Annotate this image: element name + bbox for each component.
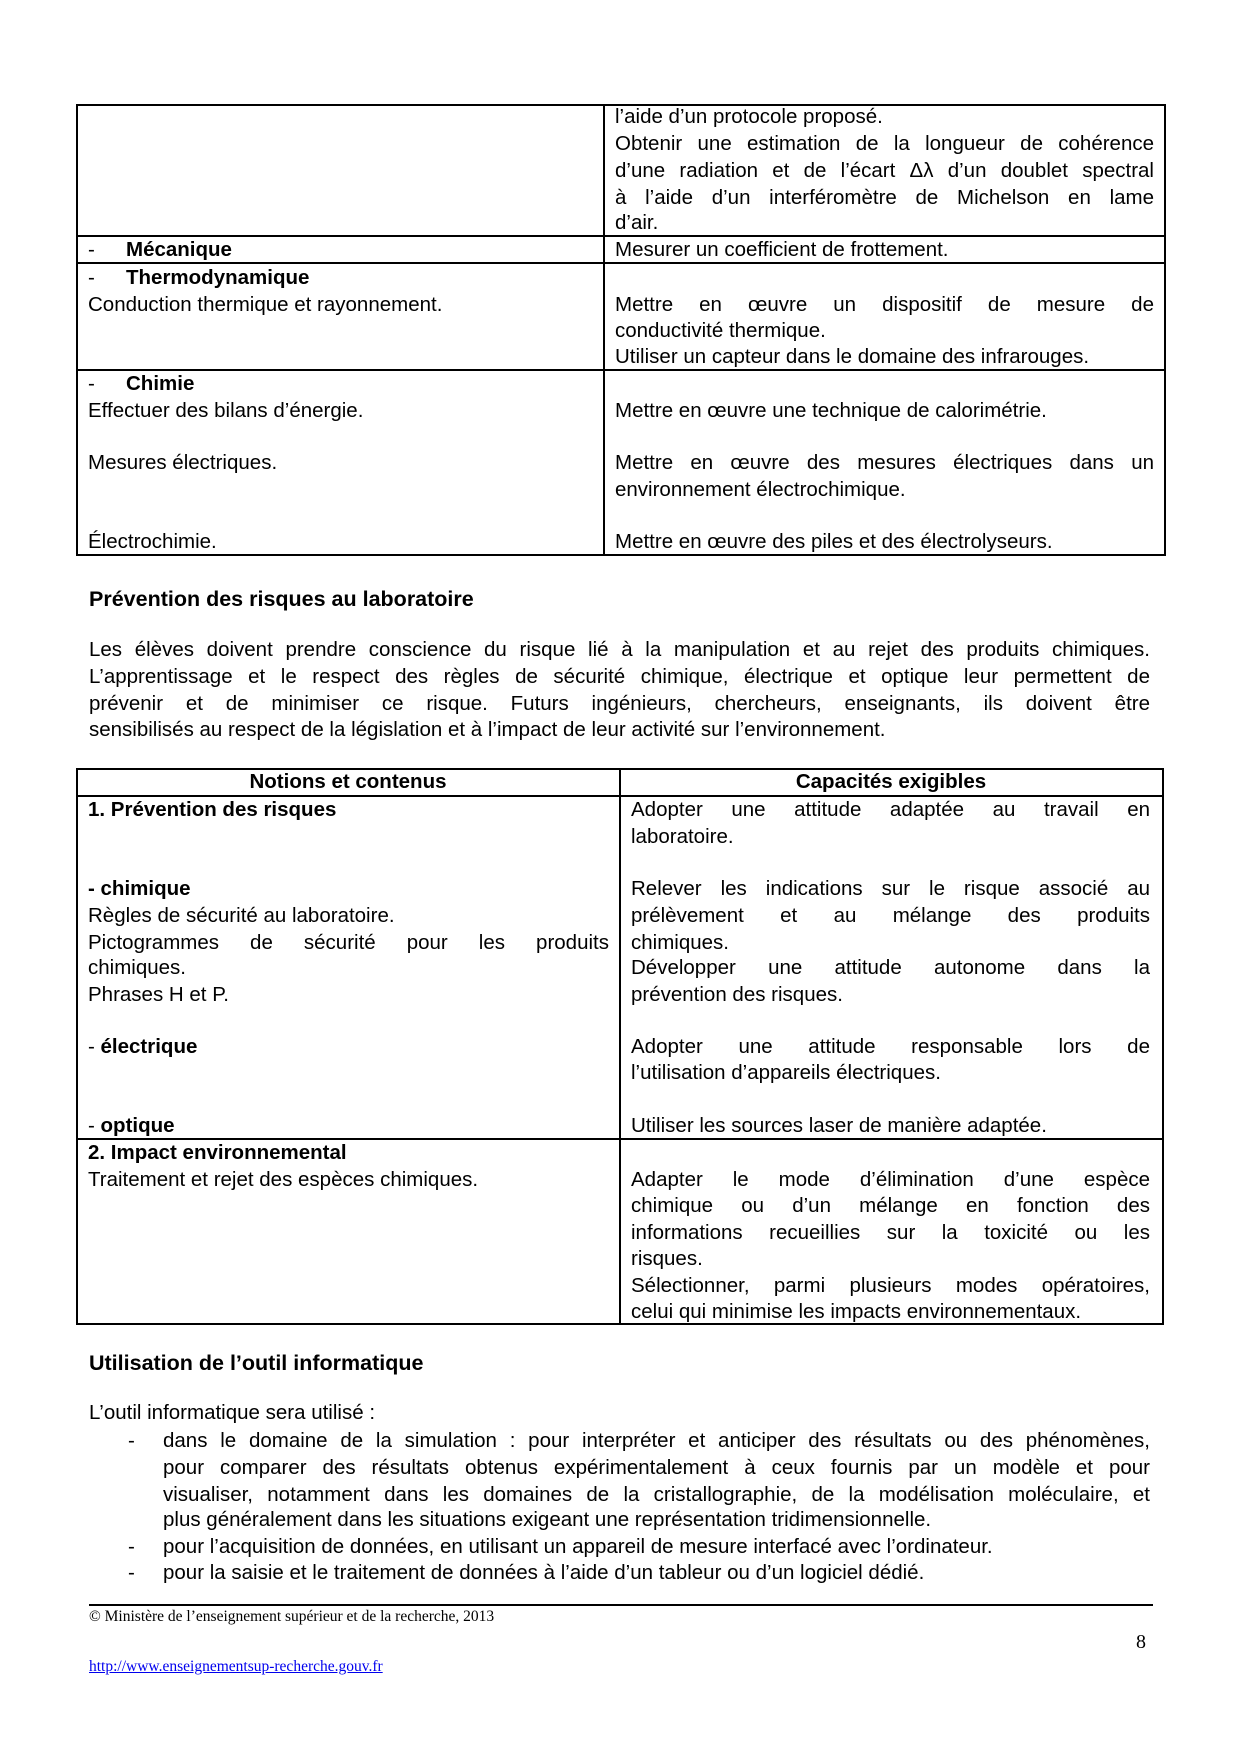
cell-text: prélèvement et au mélange des produits [631, 904, 1150, 927]
table-border [619, 768, 621, 1325]
cell-text: celui qui minimise les impacts environnementaux. [631, 1300, 1082, 1323]
bullet-dash: - [128, 1561, 135, 1584]
intro-text: L’outil informatique sera utilisé : [89, 1401, 376, 1424]
cell-text: risques. [631, 1247, 703, 1270]
page-number: 8 [1136, 1631, 1146, 1653]
cell-title: 2. Impact environnemental [88, 1141, 347, 1164]
cell-text: Utiliser un capteur dans le domaine des infrarouges. [615, 345, 1090, 368]
table-border [603, 104, 605, 556]
cell-text: Électrochimie. [88, 530, 217, 553]
cell-title: 1. Prévention des risques [88, 798, 337, 821]
footer-url-link[interactable]: http://www.enseignementsup-recherche.gouv.fr [89, 1658, 383, 1675]
topic-chimique: chimique [100, 877, 191, 900]
dash: - [88, 877, 101, 900]
cell-text: prévention des risques. [631, 983, 843, 1006]
cell-text: à l’aide d’un interféromètre de Michelson en lame [615, 186, 1154, 209]
topic-optique: optique [100, 1114, 175, 1137]
paragraph-line: sensibilisés au respect de la législation et à l’impact de leur activité sur l’environnement. [89, 718, 886, 741]
dash: - [88, 238, 95, 261]
cell-text: Obtenir une estimation de la longueur de cohérence [615, 132, 1154, 155]
cell-text: chimique ou d’un mélange en fonction des [631, 1194, 1150, 1217]
cell-text: chimiques. [631, 931, 729, 954]
cell-text: Pictogrammes de sécurité pour les produits [88, 931, 609, 954]
bullet-dash: - [128, 1535, 135, 1558]
cell-text: Développer une attitude autonome dans la [631, 956, 1150, 979]
cell-text: environnement électrochimique. [615, 478, 906, 501]
cell-text: conductivité thermique. [615, 319, 826, 342]
cell-text: chimiques. [88, 956, 186, 979]
bullet-dash: - [128, 1429, 135, 1452]
section-heading: Utilisation de l’outil informatique [89, 1351, 424, 1375]
dash: - [88, 266, 95, 289]
cell-text: Mesurer un coefficient de frottement. [615, 238, 949, 261]
column-header: Capacités exigibles [795, 770, 987, 793]
cell-text: Relever les indications sur le risque associé au [631, 877, 1150, 900]
paragraph-line: Les élèves doivent prendre conscience du risque lié à la manipulation et au rejet des produits chimiques. [89, 638, 1150, 661]
column-header: Notions et contenus [249, 770, 447, 793]
cell-text: d’une radiation et de l’écart Δλ d’un doublet spectral [615, 159, 1154, 182]
cell-text: l’utilisation d’appareils électriques. [631, 1061, 941, 1084]
cell-text: laboratoire. [631, 825, 734, 848]
paragraph-line: prévenir et de minimiser ce risque. Futurs ingénieurs, chercheurs, enseignants, ils doivent être [89, 692, 1150, 715]
cell-text: Effectuer des bilans d’énergie. [88, 399, 364, 422]
section-heading: Prévention des risques au laboratoire [89, 587, 474, 611]
table-border [1162, 768, 1164, 1325]
cell-text: informations recueillies sur la toxicité ou les [631, 1221, 1150, 1244]
cell-text: Adopter une attitude adaptée au travail en [631, 798, 1150, 821]
cell-text: Utiliser les sources laser de manière adaptée. [631, 1114, 1047, 1137]
cell-text: Mettre en œuvre des piles et des électrolyseurs. [615, 530, 1053, 553]
table-border [1164, 104, 1166, 556]
cell-text: l’aide d’un protocole proposé. [615, 105, 883, 128]
footer-copyright: © Ministère de l’enseignement supérieur et de la recherche, 2013 [89, 1608, 495, 1625]
cell-text: Mettre en œuvre un dispositif de mesure de [615, 293, 1154, 316]
cell-text: Traitement et rejet des espèces chimiques. [88, 1168, 479, 1191]
topic-electrique: électrique [100, 1035, 198, 1058]
cell-text: Conduction thermique et rayonnement. [88, 293, 443, 316]
cell-text: d’air. [615, 211, 659, 234]
cell-text: Phrases H et P. [88, 983, 229, 1006]
bullet-line: pour la saisie et le traitement de données à l’aide d’un tableur ou d’un logiciel dédié. [163, 1561, 925, 1584]
cell-text: Mettre en œuvre des mesures électriques dans un [615, 451, 1154, 474]
dash: - [88, 1035, 101, 1058]
bullet-line: plus généralement dans les situations exigeant une représentation tridimensionnelle. [163, 1508, 932, 1531]
cell-text: Sélectionner, parmi plusieurs modes opératoires, [631, 1274, 1150, 1297]
cell-text: Mettre en œuvre une technique de calorimétrie. [615, 399, 1047, 422]
table-border [76, 768, 78, 1325]
table-border [76, 104, 78, 556]
bullet-line: pour l’acquisition de données, en utilisant un appareil de mesure interfacé avec l’ordinateur. [163, 1535, 993, 1558]
cell-text: Adapter le mode d’élimination d’une espèce [631, 1168, 1150, 1191]
dash: - [88, 372, 95, 395]
bullet-line: dans le domaine de la simulation : pour interpréter et anticiper des résultats ou des phénomènes, [163, 1429, 1150, 1452]
bullet-line: visualiser, notamment dans les domaines de la cristallographie, de la modélisation moléculaire, et [163, 1483, 1150, 1506]
cell-text: Adopter une attitude responsable lors de [631, 1035, 1150, 1058]
bullet-line: pour comparer des résultats obtenus expérimentalement à ceux fournis par un modèle et pour [163, 1456, 1150, 1479]
cell-text: Mesures électriques. [88, 451, 278, 474]
topic-thermodynamique: Thermodynamique [126, 266, 310, 289]
topic-chimie: Chimie [126, 372, 195, 395]
dash: - [88, 1114, 101, 1137]
footer-divider [89, 1604, 1153, 1606]
paragraph-line: L’apprentissage et le respect des règles de sécurité chimique, électrique et optique leur permettent de [89, 665, 1150, 688]
topic-mecanique: Mécanique [126, 238, 232, 261]
cell-text: Règles de sécurité au laboratoire. [88, 904, 395, 927]
